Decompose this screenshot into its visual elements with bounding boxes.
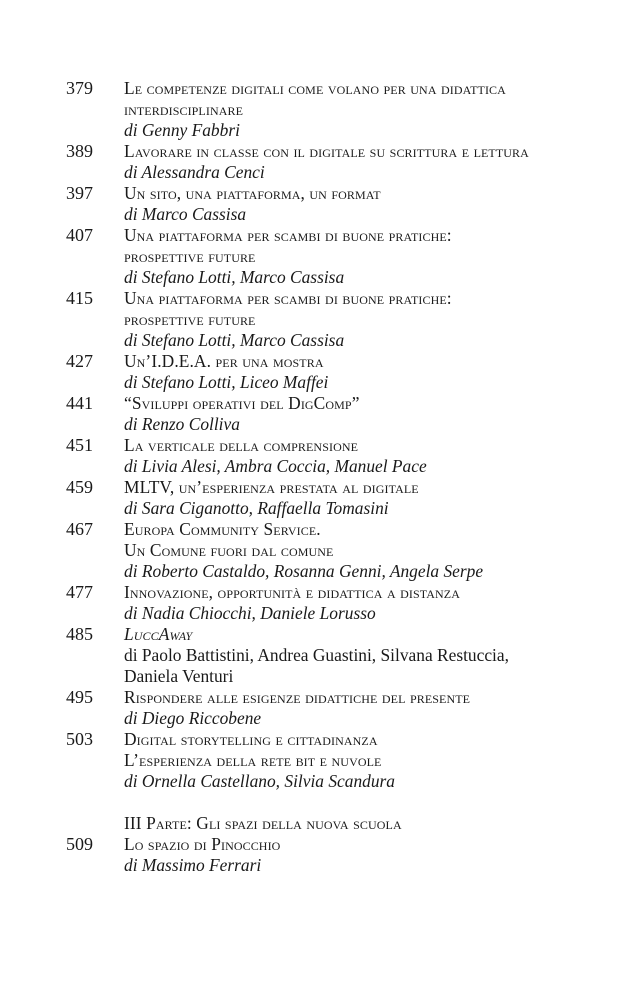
entry-title-line: LuccAway [124,624,193,644]
entry-title-line: La verticale della comprensione [124,435,359,455]
page-number: 389 [66,141,93,161]
entry-author: di Alessandra Cenci [124,162,265,182]
entry-author: di Diego Riccobene [124,708,262,728]
page-number: 441 [66,393,93,413]
entry-title-line: Digital storytelling e cittadinanza [124,729,378,749]
toc-entry [0,729,637,792]
page-number: 459 [66,477,93,497]
entry-title-line: Una piattaforma per scambi di buone pratiche: [124,225,452,245]
entry-title-line: Una piattaforma per scambi di buone pratiche: [124,288,452,308]
entry-content [124,729,624,792]
entry-author: di Paolo Battistini, Andrea Guastini, Silvana Restuccia, [124,645,509,665]
entry-author: di Roberto Castaldo, Rosanna Genni, Angela Serpe [124,561,484,581]
entry-content [124,141,624,183]
entry-title-line: Le competenze digitali come volano per una didattica [124,78,506,98]
entry-title-line: prospettive future [124,246,256,266]
part-heading-row [0,813,637,834]
entry-content [124,687,624,729]
entry-content [124,183,624,225]
page-number: 379 [66,78,93,98]
entry-title-line: Innovazione, opportunità e didattica a distanza [124,582,460,602]
entry-content [124,351,624,393]
entry-title-line: “Sviluppi operativi del DigComp” [124,393,360,413]
entry-title-line: Rispondere alle esigenze didattiche del presente [124,687,471,707]
part-heading: III Parte: Gli spazi della nuova scuola [124,813,402,833]
entry-author: di Ornella Castellano, Silvia Scandura [124,771,395,791]
entry-content [124,624,624,687]
entry-title-line: Europa Community Service. [124,519,321,539]
entry-content [124,435,624,477]
entry-author: di Stefano Lotti, Marco Cassisa [124,330,345,350]
entry-title-line: Un sito, una piattaforma, un format [124,183,381,203]
entry-author: di Renzo Colliva [124,414,240,434]
page-number: 451 [66,435,93,455]
toc-entry [0,582,637,624]
toc-entry [0,477,637,519]
entry-author: di Massimo Ferrari [124,855,262,875]
entry-author: di Nadia Chiocchi, Daniele Lorusso [124,603,376,623]
page-number: 427 [66,351,93,371]
toc-entry [0,183,637,225]
entry-author: di Sara Ciganotto, Raffaella Tomasini [124,498,389,518]
entry-author: di Genny Fabbri [124,120,240,140]
entry-content [124,582,624,624]
page-number: 503 [66,729,93,749]
entry-title-line: prospettive future [124,309,256,329]
entry-content [124,519,624,582]
page-number: 485 [66,624,93,644]
toc-entry [0,519,637,582]
entry-author: di Livia Alesi, Ambra Coccia, Manuel Pace [124,456,427,476]
table-of-contents [0,78,637,876]
toc-entry [0,834,637,876]
toc-entry [0,393,637,435]
page-number: 397 [66,183,93,203]
page-number: 467 [66,519,93,539]
entry-content [124,477,624,519]
toc-entry [0,288,637,351]
entry-title-line: L’esperienza della rete bit e nuvole [124,750,382,770]
entry-author: Daniela Venturi [124,666,234,686]
entry-author: di Stefano Lotti, Liceo Maffei [124,372,329,392]
page-number: 415 [66,288,93,308]
entry-title-line: Lo spazio di Pinocchio [124,834,281,854]
entry-content [124,834,624,876]
entry-title-line: Un Comune fuori dal comune [124,540,334,560]
entry-content [124,393,624,435]
entry-author: di Marco Cassisa [124,204,247,224]
entry-content [124,288,624,351]
entry-author: di Stefano Lotti, Marco Cassisa [124,267,345,287]
entry-content [124,225,624,288]
toc-entry [0,141,637,183]
entry-title-line: interdisciplinare [124,99,244,119]
toc-entry [0,78,637,141]
toc-entry [0,687,637,729]
entry-title-line: MLTV, un’esperienza prestata al digitale [124,477,419,497]
entry-content [124,78,624,141]
part-heading-content [124,813,624,834]
toc-entry [0,225,637,288]
toc-entry [0,624,637,687]
page-number: 495 [66,687,93,707]
section-spacer [0,792,637,813]
page-number: 477 [66,582,93,602]
toc-entry [0,351,637,393]
toc-entry [0,435,637,477]
entry-title-line: Un’I.D.E.A. per una mostra [124,351,324,371]
page-number: 407 [66,225,93,245]
entry-title-line: Lavorare in classe con il digitale su scrittura e lettura [124,141,529,161]
page-number: 509 [66,834,93,854]
